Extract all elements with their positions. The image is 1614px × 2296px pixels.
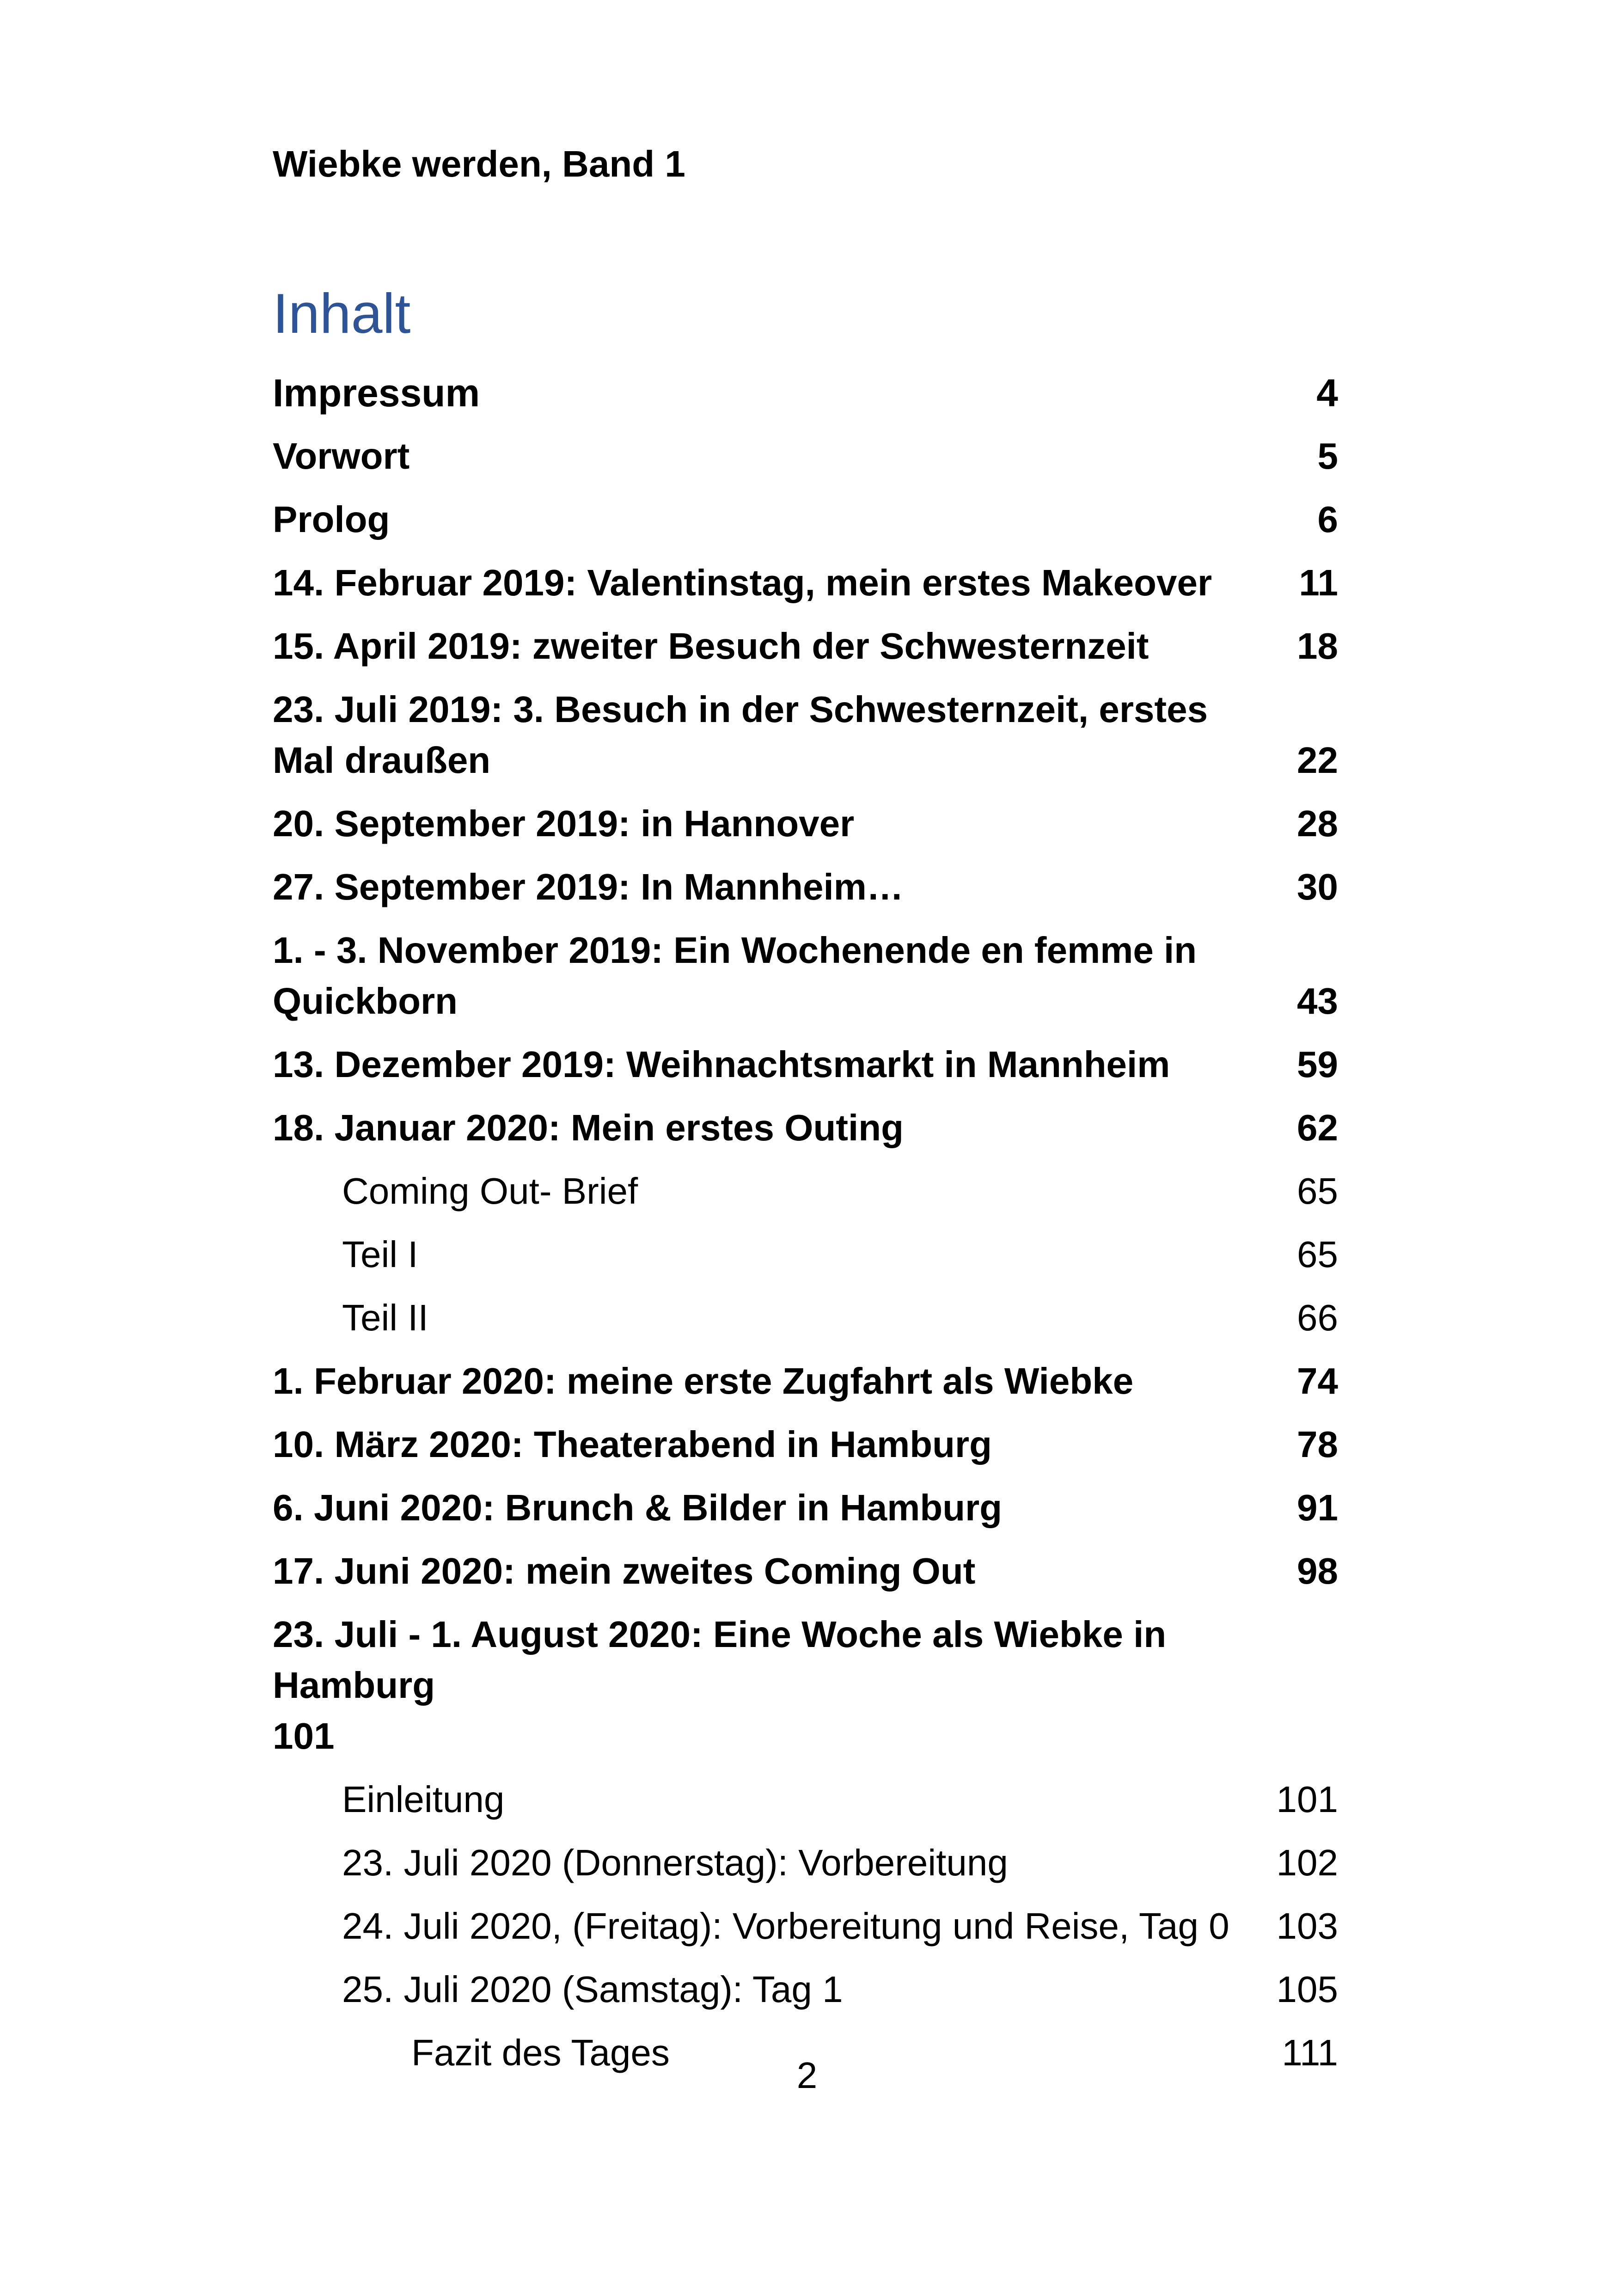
toc-entry-label: 25. Juli 2020 (Samstag): Tag 1 [342,1969,843,2010]
toc-entry-label: Teil I [342,1234,418,1275]
toc-entry-page: 65 [1297,1234,1338,1275]
toc-entry-label: Impressum [273,371,480,415]
toc-entry-label: 15. April 2019: zweiter Besuch der Schwesternzeit [273,625,1149,667]
toc-entry[interactable] [273,557,1338,608]
toc-entry-page: 74 [1297,1360,1338,1402]
toc-subentry[interactable] [342,1229,1338,1280]
toc-entry-page: 101 [1276,1779,1338,1820]
toc-subentry[interactable] [342,1292,1338,1343]
toc-entry[interactable] [273,1482,1338,1533]
toc-entry[interactable] [273,798,1338,849]
toc-entry-page: 28 [1297,803,1338,844]
toc-entry-page: 18 [1297,625,1338,667]
toc-entry[interactable] [273,1356,1338,1407]
toc-entry-page: 65 [1297,1170,1338,1212]
toc-entry-page: 101 [273,1715,335,1757]
toc-entry[interactable] [273,621,1338,672]
toc-subentry[interactable] [342,1964,1338,2015]
toc-entry-page: 11 [1299,562,1338,603]
toc-entry-label: 23. Juli 2020 (Donnerstag): Vorbereitung [342,1842,1008,1883]
toc-entry-label: Fazit des Tages [411,2032,670,2073]
toc-entry-page: 102 [1276,1842,1338,1883]
toc-entry-page: 62 [1297,1107,1338,1148]
toc-entry-page: 111 [1282,2032,1338,2073]
toc-entry[interactable] [273,494,1338,545]
toc-entry-label: 1. - 3. November 2019: Ein Wochenende en femme in Quickborn [273,930,1197,1022]
toc-entry-label: Vorwort [273,435,410,477]
toc-entry-label: 27. September 2019: In Mannheim… [273,866,904,907]
running-header: Wiebke werden, Band 1 [273,143,685,184]
toc-entry-label: 18. Januar 2020: Mein erstes Outing [273,1107,904,1148]
toc-title: Inhalt [273,282,411,345]
toc-entry-label: 13. Dezember 2019: Weihnachtsmarkt in Mannheim [273,1044,1170,1085]
toc-entry-label: Prolog [273,499,390,540]
toc-entry[interactable] [273,1609,1338,1762]
toc-entry-label: 10. März 2020: Theaterabend in Hamburg [273,1424,992,1465]
toc-entry-page: 22 [1297,740,1338,781]
toc-entry[interactable] [273,367,1338,418]
toc-entry-page: 6 [1317,499,1338,540]
toc-entry[interactable] [273,684,1338,786]
toc-entry-label: 23. Juli - 1. August 2020: Eine Woche als Wiebke in Hamburg [273,1614,1167,1706]
toc-entry-page: 30 [1297,866,1338,907]
toc-entry-page: 78 [1297,1424,1338,1465]
toc-entry-page: 91 [1297,1487,1338,1528]
toc-entry-label: 24. Juli 2020, (Freitag): Vorbereitung und Reise, Tag 0 [342,1905,1229,1947]
toc-entry-label: Teil II [342,1297,428,1338]
toc-entry-label: 20. September 2019: in Hannover [273,803,855,844]
toc-entry[interactable] [273,1546,1338,1597]
toc-entry-label: Coming Out- Brief [342,1170,638,1212]
page-number: 2 [796,2055,818,2096]
toc-subentry[interactable] [342,1774,1338,1825]
toc-entry[interactable] [273,1419,1338,1470]
toc-entry-page: 98 [1297,1550,1338,1592]
toc-entry-label: 14. Februar 2019: Valentinstag, mein erstes Makeover [273,562,1212,603]
toc-entry-label: Einleitung [342,1779,505,1820]
toc-entry[interactable] [273,1039,1338,1090]
toc-subentry[interactable] [342,1166,1338,1217]
toc-entry[interactable] [273,925,1338,1027]
toc-entry-page: 59 [1297,1044,1338,1085]
toc-entry-page: 5 [1317,435,1338,477]
toc-entry-label: 1. Februar 2020: meine erste Zugfahrt als Wiebke [273,1360,1134,1402]
toc-entry-label: 6. Juni 2020: Brunch & Bilder in Hamburg [273,1487,1003,1528]
table-of-contents [273,367,1338,2091]
toc-entry-page: 105 [1276,1969,1338,2010]
toc-entry-page: 103 [1276,1905,1338,1947]
toc-subentry[interactable] [342,1901,1338,1952]
toc-entry[interactable] [273,1102,1338,1153]
toc-entry-page: 43 [1297,980,1338,1022]
toc-entry-page: 66 [1297,1297,1338,1338]
toc-entry-label: 23. Juli 2019: 3. Besuch in der Schwesternzeit, erstes Mal draußen [273,689,1208,781]
toc-subentry[interactable] [342,1837,1338,1888]
toc-entry[interactable] [273,862,1338,912]
toc-entry-label: 17. Juni 2020: mein zweites Coming Out [273,1550,976,1592]
toc-entry-page: 4 [1316,371,1338,415]
toc-entry[interactable] [273,431,1338,482]
